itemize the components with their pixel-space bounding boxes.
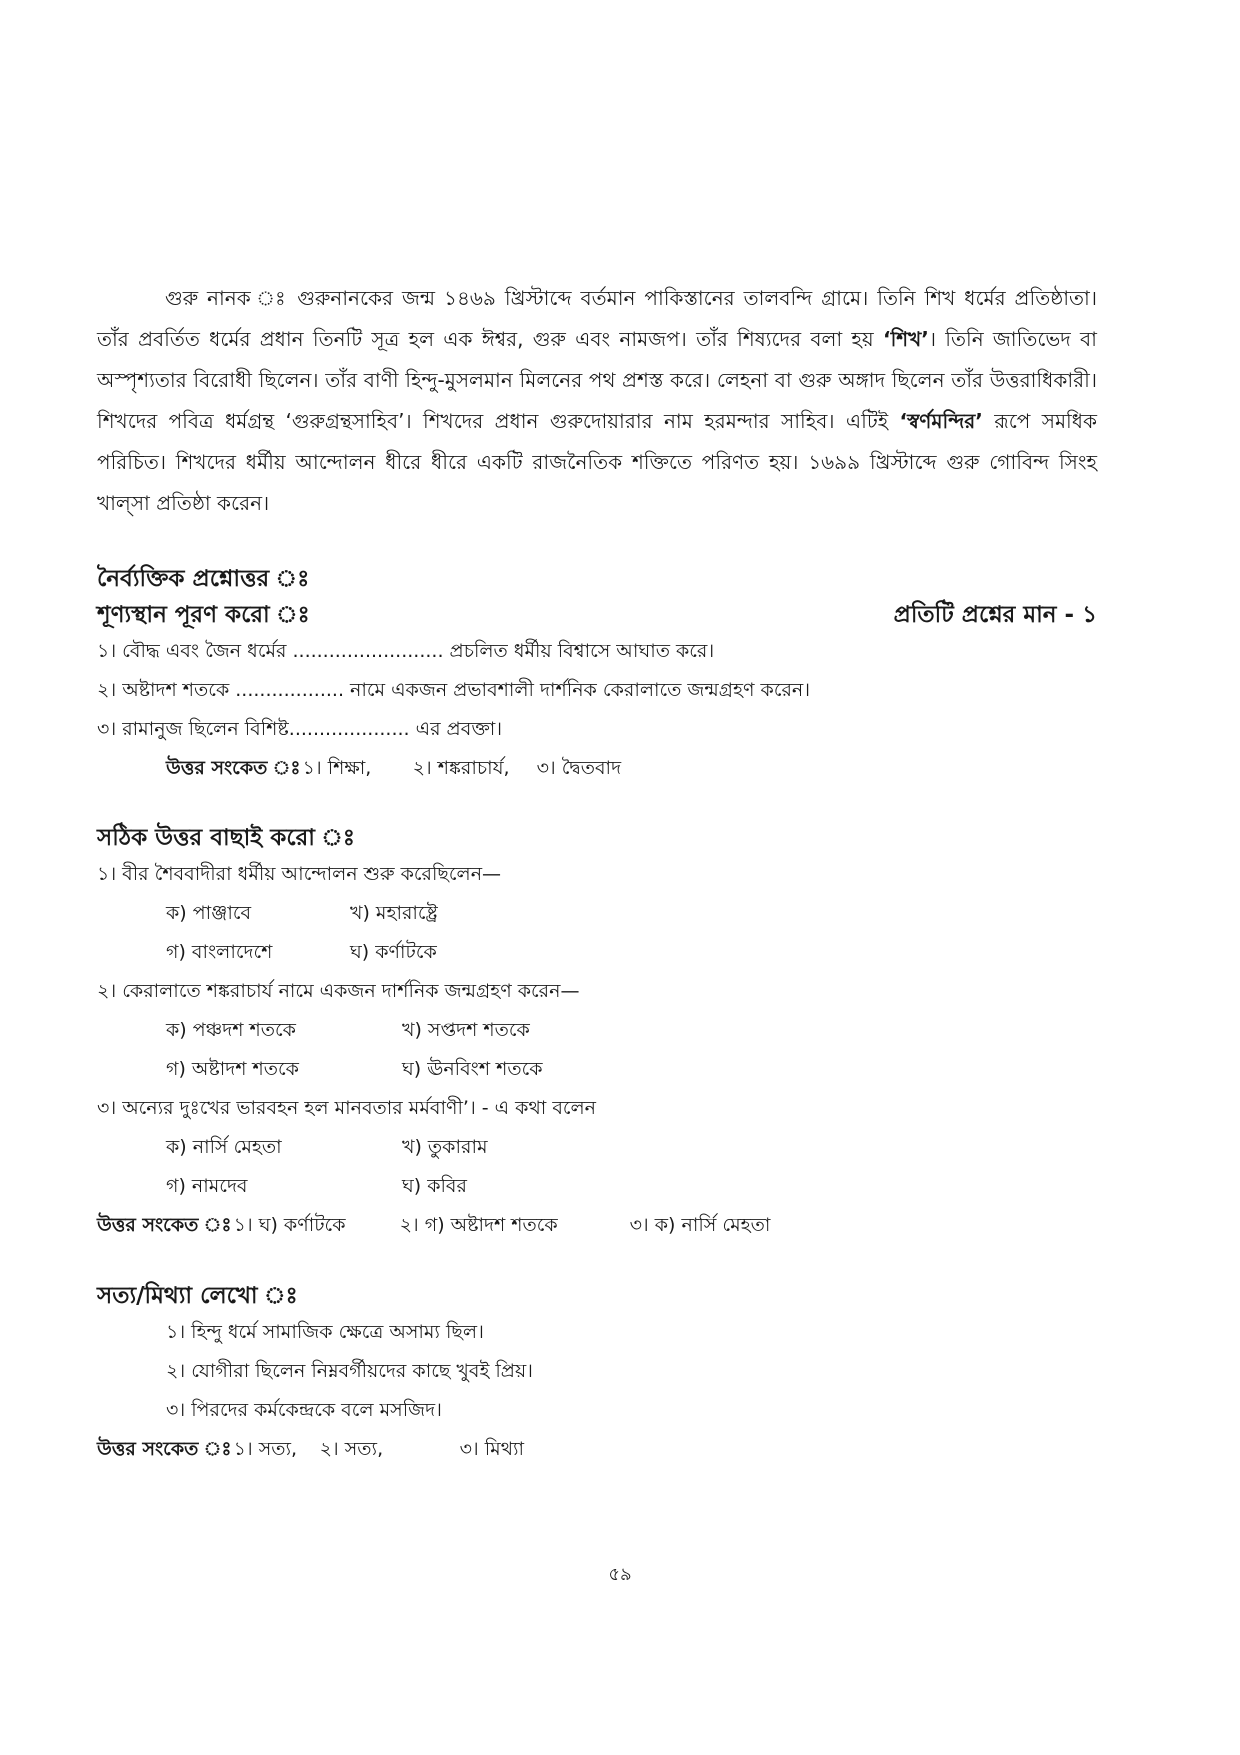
mcq-answer-key xyxy=(97,1206,1097,1245)
marks-label: প্রতিটি প্রশ্নের মান - ১ xyxy=(893,602,1097,628)
true-false-answer-key xyxy=(97,1430,1097,1469)
fill-blank-question-3: ৩। রামানুজ ছিলেন বিশিষ্ট.................... এর প্রবক্তা। xyxy=(97,718,503,740)
mcq-3-option-a: ক) নার্সি মেহতা xyxy=(166,1136,282,1158)
mcq-2-options-row-2 xyxy=(97,1050,1097,1089)
true-false-answer-1: ১। সত্য, xyxy=(233,1438,298,1460)
mcq-2-option-d: ঘ) ঊনবিংশ শতকে xyxy=(402,1058,543,1080)
fill-blank-answer-3: ৩। দ্বৈতবাদ xyxy=(536,757,622,779)
fill-blank-answer-1: ১। শিক্ষা, xyxy=(302,757,372,779)
mcq-3-option-b: খ) তুকারাম xyxy=(402,1136,488,1158)
mcq-question-3: ৩। অন্যের দুঃখের ভারবহন হল মানবতার মর্মবাণী’। - এ কথা বলেন xyxy=(97,1097,597,1119)
mcq-heading: সঠিক উত্তর বাছাই করো ঃ xyxy=(97,825,356,851)
mcq-3-option-d: ঘ) কবির xyxy=(402,1175,467,1197)
mcq-1-option-d: ঘ) কর্ণাটকে xyxy=(350,941,437,963)
fill-blank-question-2: ২। অষ্টাদশ শতকে .................. নামে একজন প্রভাবশালী দার্শনিক কেরালাতে জন্মগ্রহণ করেন। xyxy=(97,679,811,701)
intro-text-2: । তিনি জাতিভেদ বা অস্পৃশ্যতার বিরোধী ছিলেন। তাঁর বাণী হিন্দু-মুসলমান মিলনের পথ প্রশস্ত করে। লেহনা বা গুরু অঙ্গাদ ছিলেন তাঁর উত্তরাধিকারী। শিখদের পবিত্র ধর্মগ্রন্থ ‘গুরুগ্রন্থসাহিব’। শিখদের প্রধান গুরুদোয়ারার নাম হরমন্দার সাহিব। এটিই xyxy=(97,327,1097,433)
mcq-question-2: ২। কেরালাতে শঙ্করাচার্য নামে একজন দার্শনিক জন্মগ্রহণ করেন— xyxy=(97,980,580,1002)
true-false-heading: সত্য/মিথ্যা লেখো ঃ xyxy=(97,1283,298,1309)
fill-blanks-header xyxy=(97,598,1097,632)
intro-text-1: গুরু নানক ঃ গুরুনানকের জন্ম ১৪৬৯ খ্রিস্টাব্দে বর্তমান পাকিস্তানের তালবন্দি গ্রামে। তিনি শিখ ধর্মের প্রতিষ্ঠাতা। তাঁর প্রবর্তিত ধর্মের প্রধান তিনটি সূত্র হল এক ঈশ্বর, গুরু এবং নামজপ। তাঁর শিষ্যদের বলা হয় xyxy=(97,286,1097,351)
mcq-answer-2: ২। গ) অষ্টাদশ শতকে xyxy=(399,1214,558,1236)
mcq-2-option-c: গ) অষ্টাদশ শতকে xyxy=(166,1058,299,1080)
intro-bold-sikh: ‘শিখ’ xyxy=(882,327,929,351)
fill-blank-answer-key xyxy=(97,749,1097,788)
mcq-2-option-b: খ) সপ্তদশ শতকে xyxy=(402,1019,530,1041)
true-false-question-3: ৩। পিরদের কর্মকেন্দ্রকে বলে মসজিদ। xyxy=(166,1399,442,1421)
fill-blank-question-1: ১। বৌদ্ধ এবং জৈন ধর্মের ......................... প্রচলিত ধর্মীয় বিশ্বাসে আঘাত করে। xyxy=(97,640,715,662)
mcq-1-option-c: গ) বাংলাদেশে xyxy=(166,941,273,963)
mcq-1-option-b: খ) মহারাষ্ট্রে xyxy=(350,902,438,924)
fill-blanks-heading: শূণ্যস্থান পূরণ করো ঃ xyxy=(97,602,310,628)
mcq-2-option-a: ক) পঞ্চদশ শতকে xyxy=(166,1019,296,1041)
intro-text-3: রূপে সমধিক পরিচিত। শিখদের ধর্মীয় আন্দোলন ধীরে ধীরে একটি রাজনৈতিক শক্তিতে পরিণত হয়। ১৬৯৯ খ্রিস্টাব্দে গুরু গোবিন্দ সিংহ খাল্‌সা প্রতিষ্ঠা করেন। xyxy=(97,409,1097,515)
intro-bold-golden-temple: ‘স্বর্ণমন্দির’ xyxy=(899,409,983,433)
page-content xyxy=(97,278,1097,1469)
true-false-answer-3: ৩। মিথ্যা xyxy=(459,1438,525,1460)
mcq-answer-1: ১। ঘ) কর্ণাটকে xyxy=(233,1214,346,1236)
intro-paragraph xyxy=(97,278,1097,524)
true-false-question-1: ১। হিন্দু ধর্মে সামাজিক ক্ষেত্রে অসাম্য ছিল। xyxy=(166,1321,484,1343)
page-number: ৫৯ xyxy=(608,1564,632,1585)
mcq-3-options-row-2 xyxy=(97,1167,1097,1206)
mcq-answer-3: ৩। ক) নার্সি মেহতা xyxy=(629,1214,771,1236)
mcq-2-options-row-1 xyxy=(97,1011,1097,1050)
objective-heading: নৈর্ব্যক্তিক প্রশ্নোত্তর ঃ xyxy=(97,566,310,592)
answer-key-label: উত্তর সংকেত ঃ xyxy=(166,757,301,779)
mcq-3-options-row-1 xyxy=(97,1128,1097,1167)
mcq-question-1: ১। বীর শৈববাদীরা ধর্মীয় আন্দোলন শুরু করেছিলেন— xyxy=(97,863,502,885)
mcq-1-option-a: ক) পাঞ্জাবে xyxy=(166,902,252,924)
true-false-answer-2: ২। সত্য, xyxy=(319,1438,384,1460)
mcq-3-option-c: গ) নামদেব xyxy=(166,1175,248,1197)
fill-blank-answer-2: ২। শঙ্করাচার্য, xyxy=(412,757,510,779)
answer-key-label: উত্তর সংকেত ঃ xyxy=(97,1438,232,1460)
mcq-1-options-row-1 xyxy=(97,894,1097,933)
true-false-question-2: ২। যোগীরা ছিলেন নিম্নবর্গীয়দের কাছে খুবই প্রিয়। xyxy=(166,1360,533,1382)
answer-key-label: উত্তর সংকেত ঃ xyxy=(97,1214,232,1236)
mcq-1-options-row-2 xyxy=(97,933,1097,972)
